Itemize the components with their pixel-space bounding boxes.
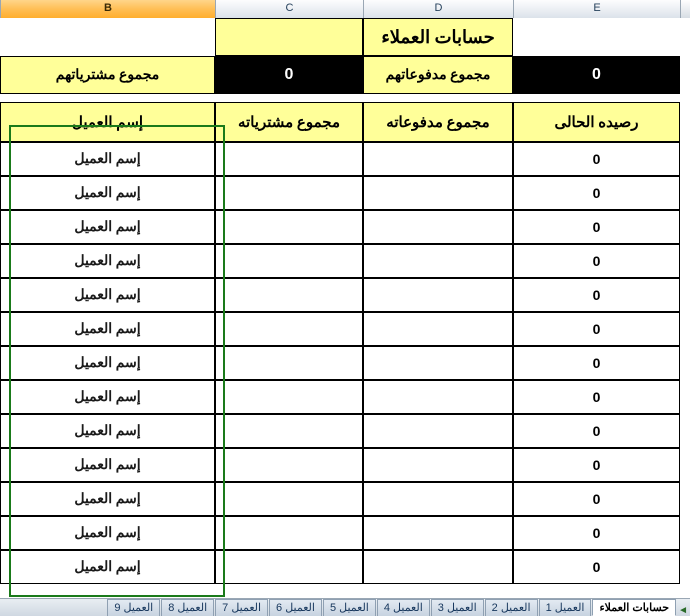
cell-balance[interactable]: 0 [513,312,680,346]
cell-payments[interactable] [363,278,513,312]
cell-balance[interactable]: 0 [513,346,680,380]
cell-customer-name[interactable]: إسم العميل [0,482,215,516]
sheet-tab[interactable]: العميل 8 [161,599,214,616]
cell-payments[interactable] [363,550,513,584]
cell-purchases[interactable] [215,210,363,244]
sheet-tab[interactable]: العميل 3 [431,599,484,616]
cell-customer-name[interactable]: إسم العميل [0,550,215,584]
row-gutter [680,244,690,278]
column-header-C[interactable]: C [215,0,363,18]
sheet-title[interactable]: حسابات العملاء [363,18,513,56]
row-gutter [680,346,690,380]
row-gutter [680,210,690,244]
cell-purchases[interactable] [215,482,363,516]
table-row [0,516,690,550]
row-gutter [680,56,690,94]
row-gutter [680,278,690,312]
column-header-B[interactable]: B [0,0,215,18]
cell-customer-name[interactable]: إسم العميل [0,176,215,210]
sheet-tab[interactable]: العميل 7 [215,599,268,616]
spacer-row [0,94,690,102]
cell-customer-name[interactable]: إسم العميل [0,448,215,482]
cell-customer-name[interactable]: إسم العميل [0,210,215,244]
title-row [0,18,690,56]
cell-payments[interactable] [363,516,513,550]
cell-balance[interactable]: 0 [513,414,680,448]
cell-purchases[interactable] [215,244,363,278]
row-gutter [680,102,690,142]
cell-payments[interactable] [363,448,513,482]
table-header-row [0,102,690,142]
cell-balance[interactable]: 0 [513,380,680,414]
total-purchases-label[interactable]: مجموع مشترياتهم [0,56,215,94]
table-body [0,142,690,584]
cell-balance[interactable]: 0 [513,550,680,584]
cell-payments[interactable] [363,380,513,414]
cell-balance[interactable]: 0 [513,516,680,550]
table-row [0,312,690,346]
th-purchases[interactable]: مجموع مشترياته [215,102,363,142]
sheet-tab-bar [0,598,690,616]
title-blank-B[interactable] [0,18,215,56]
cell-balance[interactable]: 0 [513,142,680,176]
cell-customer-name[interactable]: إسم العميل [0,414,215,448]
select-all-corner[interactable] [680,0,690,18]
th-name[interactable]: إسم العميل [0,102,215,142]
cell-payments[interactable] [363,482,513,516]
sheet-tab[interactable]: العميل 4 [377,599,430,616]
cell-customer-name[interactable]: إسم العميل [0,312,215,346]
table-row [0,380,690,414]
cell-payments[interactable] [363,346,513,380]
cell-balance[interactable]: 0 [513,244,680,278]
cell-balance[interactable]: 0 [513,210,680,244]
table-row [0,346,690,380]
row-gutter [680,414,690,448]
table-row [0,244,690,278]
cell-purchases[interactable] [215,516,363,550]
cell-purchases[interactable] [215,414,363,448]
cell-balance[interactable]: 0 [513,482,680,516]
cell-purchases[interactable] [215,346,363,380]
row-gutter [680,482,690,516]
table-row [0,176,690,210]
column-header-D[interactable]: D [363,0,513,18]
sheet-title-merge[interactable] [215,18,363,56]
sheet-tab[interactable]: العميل 9 [107,599,160,616]
sheet-tab[interactable]: العميل 6 [269,599,322,616]
tab-scroll-icon[interactable]: ◄ [678,605,688,616]
cell-customer-name[interactable]: إسم العميل [0,346,215,380]
cell-purchases[interactable] [215,380,363,414]
cell-purchases[interactable] [215,176,363,210]
row-gutter [680,312,690,346]
row-gutter [680,550,690,584]
cell-payments[interactable] [363,312,513,346]
cell-payments[interactable] [363,210,513,244]
row-gutter [680,516,690,550]
column-header-bar [0,0,690,18]
cell-customer-name[interactable]: إسم العميل [0,380,215,414]
cell-purchases[interactable] [215,550,363,584]
totals-row [0,56,690,94]
sheet-tab[interactable]: العميل 1 [539,599,592,616]
column-header-E[interactable]: E [513,0,680,18]
table-row [0,210,690,244]
row-gutter [680,18,690,56]
row-gutter [680,176,690,210]
sheet-tab[interactable]: العميل 5 [323,599,376,616]
cell-payments[interactable] [363,244,513,278]
cell-purchases[interactable] [215,312,363,346]
title-blank-E[interactable] [513,18,680,56]
row-gutter [680,142,690,176]
sheet-tab[interactable]: حسابات العملاء [592,599,676,616]
cell-customer-name[interactable]: إسم العميل [0,244,215,278]
table-row [0,278,690,312]
cell-balance[interactable]: 0 [513,448,680,482]
total-payments-label[interactable]: مجموع مدفوعاتهم [363,56,513,94]
cell-customer-name[interactable]: إسم العميل [0,142,215,176]
cell-payments[interactable] [363,414,513,448]
th-balance[interactable]: رصيده الحالى [513,102,680,142]
cell-purchases[interactable] [215,142,363,176]
cell-payments[interactable] [363,142,513,176]
table-row [0,550,690,584]
cell-balance[interactable]: 0 [513,278,680,312]
table-row [0,142,690,176]
cell-purchases[interactable] [215,278,363,312]
cell-purchases[interactable] [215,448,363,482]
total-purchases-value[interactable]: 0 [215,56,363,94]
cell-balance[interactable]: 0 [513,176,680,210]
sheet-grid [0,18,690,598]
sheet-tabs [106,599,676,616]
total-payments-value[interactable]: 0 [513,56,680,94]
cell-customer-name[interactable]: إسم العميل [0,278,215,312]
row-gutter [680,380,690,414]
row-gutter [680,448,690,482]
table-row [0,448,690,482]
table-row [0,414,690,448]
table-row [0,482,690,516]
cell-payments[interactable] [363,176,513,210]
sheet-tab[interactable]: العميل 2 [485,599,538,616]
cell-customer-name[interactable]: إسم العميل [0,516,215,550]
th-payments[interactable]: مجموع مدفوعاته [363,102,513,142]
